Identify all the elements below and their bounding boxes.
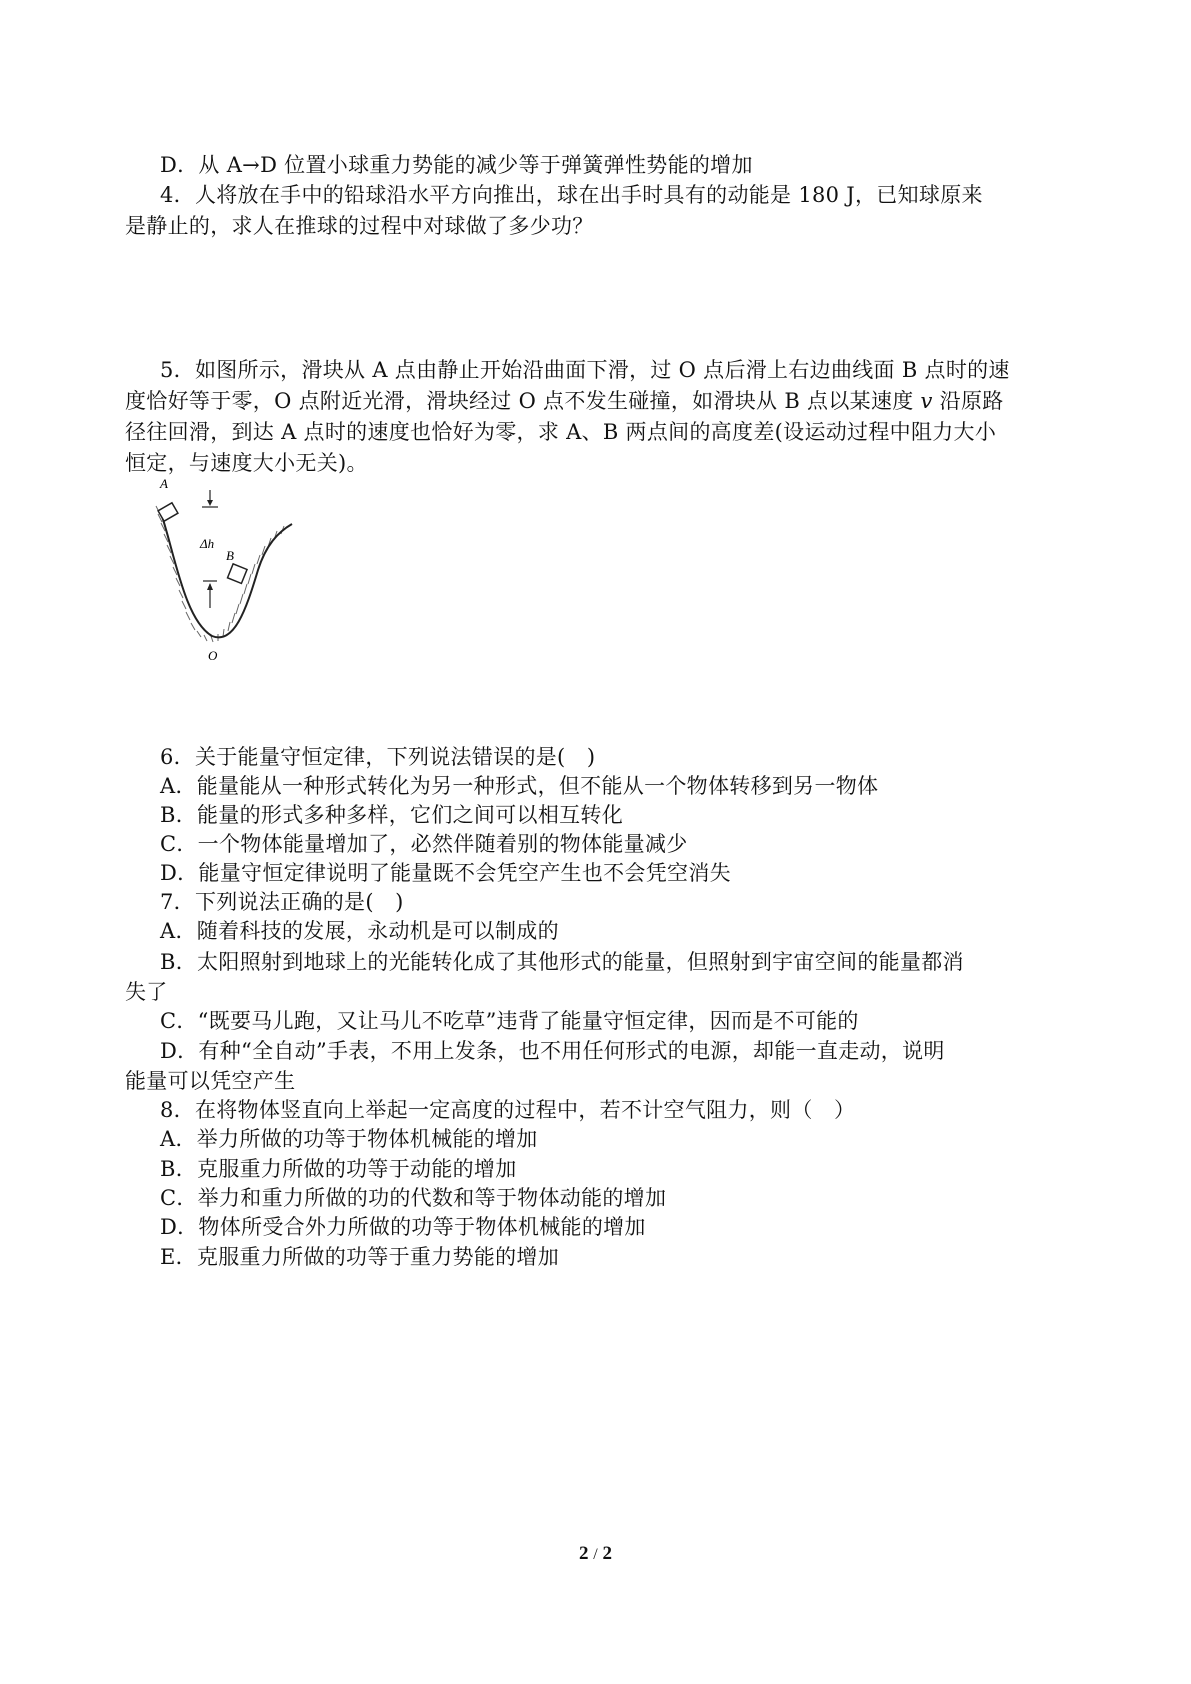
q6-option-c: C．一个物体能量增加了，必然伴随着别的物体能量减少	[160, 832, 688, 856]
q7-option-a: A．随着科技的发展，永动机是可以制成的	[160, 919, 559, 943]
q7-option-c: C．“既要马儿跑，又让马儿不吃草”违背了能量守恒定律，因而是不可能的	[160, 1009, 859, 1033]
q8-stem: 8．在将物体竖直向上举起一定高度的过程中，若不计空气阻力，则（ ）	[160, 1098, 856, 1122]
valley-track-figure	[154, 476, 304, 680]
q5-text-line3: 径往回滑，到达 A 点时的速度也恰好为零，求 A、B 两点间的高度差(设运动过程中阻力大小	[125, 420, 997, 444]
q7-option-d-line1: D．有种“全自动”手表，不用上发条，也不用任何形式的电源，却能一直走动，说明	[160, 1039, 945, 1063]
q4-text-line1: 4．人将放在手中的铅球沿水平方向推出，球在出手时具有的动能是 180 J，已知球原来	[160, 183, 983, 207]
q8-option-a: A．举力所做的功等于物体机械能的增加	[160, 1127, 538, 1151]
track-curve	[160, 510, 292, 637]
label-o: O	[208, 648, 218, 663]
q5-text-line2: 度恰好等于零，O 点附近光滑，滑块经过 O 点不发生碰撞，如滑块从 B 点以某速度 v 沿原路	[125, 389, 1004, 413]
q7-option-b-line2: 失了	[125, 980, 168, 1004]
block-a	[158, 503, 178, 521]
page-number: 2 / 2	[579, 1543, 612, 1564]
q5-text-line1: 5．如图所示，滑块从 A 点由静止开始沿曲面下滑，过 O 点后滑上右边曲线面 B 点时的速	[160, 358, 1010, 382]
q8-option-e: E．克服重力所做的功等于重力势能的增加	[160, 1245, 560, 1269]
q6-option-a: A．能量能从一种形式转化为另一种形式，但不能从一个物体转移到另一物体	[160, 774, 879, 798]
q8-option-b: B．克服重力所做的功等于动能的增加	[160, 1157, 517, 1181]
q7-stem: 7．下列说法正确的是( )	[160, 890, 404, 914]
q6-option-b: B．能量的形式多种多样，它们之间可以相互转化	[160, 803, 624, 827]
q3-option-d: D．从 A→D 位置小球重力势能的减少等于弹簧弹性势能的增加	[160, 153, 753, 177]
q4-text-line2: 是静止的，求人在推球的过程中对球做了多少功？	[125, 214, 594, 238]
q6-stem: 6．关于能量守恒定律，下列说法错误的是( )	[160, 745, 596, 769]
track-hatching	[156, 506, 284, 642]
q8-option-c: C．举力和重力所做的功的代数和等于物体动能的增加	[160, 1186, 667, 1210]
q6-option-d: D．能量守恒定律说明了能量既不会凭空产生也不会凭空消失	[160, 861, 731, 885]
block-b	[228, 564, 248, 584]
label-delta-h: Δh	[200, 536, 215, 551]
dh-arrowhead-bottom	[207, 583, 213, 590]
q7-option-b-line1: B．太阳照射到地球上的光能转化成了其他形式的能量，但照射到宇宙空间的能量都消	[160, 950, 964, 974]
velocity-symbol: v	[920, 389, 933, 413]
dh-arrowhead-top	[207, 500, 213, 506]
label-b: B	[226, 548, 234, 563]
q5-text-line4: 恒定，与速度大小无关)。	[125, 451, 368, 475]
q7-option-d-line2: 能量可以凭空产生	[125, 1069, 296, 1093]
q8-option-d: D．物体所受合外力所做的功等于物体机械能的增加	[160, 1215, 646, 1239]
label-a: A	[160, 476, 168, 491]
